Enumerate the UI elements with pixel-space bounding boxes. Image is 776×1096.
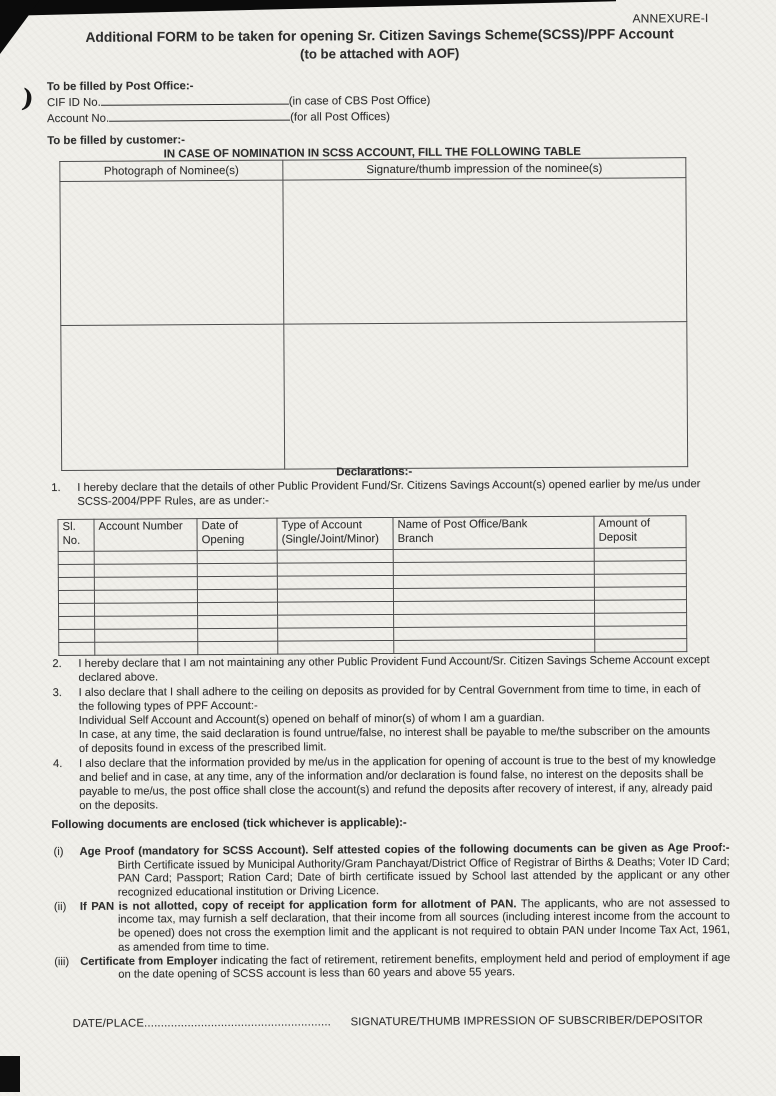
accounts-column-header: Sl. No. [58,519,94,551]
table-cell [278,614,394,628]
table-cell [594,548,686,562]
accounts-column-header: Amount of Deposit [594,516,686,549]
declaration-text [53,682,719,714]
account-no-note: (for all Post Offices) [290,110,390,124]
table-cell [61,324,285,470]
declaration-paragraph: I also declare that I shall adhere to the ceiling on deposits as provided for by Central Government from time to time, in each of the following types of PPF Account:- [78,683,701,713]
table-cell [284,322,688,469]
table-cell [58,603,94,616]
form-title: Additional FORM to be taken for opening Sr. Citizen Savings Scheme(SCSS)/PPF Account [85,26,674,45]
post-office-heading: To be filled by Post Office:- [46,80,194,94]
table-cell [394,613,595,627]
table-cell [278,627,394,641]
table-cell [197,602,277,615]
declaration-paragraph: I also declare that the information provided by me/us in the application for opening of account is true to the best of my knowledge and belief and in case, at any time, any of the information and/or declaration is found false, no interest on the deposits shall be payable to me/us, the post office shall close the account(s) and refund the deposits after recovery of interest, if any, already paid on the deposits. [78,754,716,812]
table-cell [95,629,198,643]
date-place-label: DATE/PLACE........................................................ [72,1016,332,1030]
table-cell [59,616,95,629]
customer-section-heading: To be filled by customer:- [47,134,185,148]
table-cell [95,616,198,630]
declaration-text: In case, at any time, the said declaration is found untrue/false, no interest shall be payable to me/the subscriber on the amounts of deposits found in excess of the prescribed limit. [78,725,711,755]
document-item-number: (iii) [54,955,70,968]
document-item-1 [51,842,729,901]
table-cell [393,548,594,562]
declaration-number: 2. [52,657,62,671]
table-cell [94,564,197,578]
table-cell [197,563,277,576]
declaration-text: 1. I hereby declare that the details of other Public Provident Fund/Sr. Citizens Savings Account(s) opened earlier by me/us under SCSS-2004/PPF Rules, are as under:- [51,478,701,508]
document-item-text: Birth Certificate issued by Municipal Authority/Gram Panchayat/District Office of Registrar of Births & Deaths; Voter ID Card; PAN Card; Passport; Ration Card; Date of birth certificate issued by School last attended by the applicant or any other recognized educational institution or Driving Licence. [117,855,730,899]
table-cell [197,576,277,589]
declaration-number: 3. [52,686,62,700]
declaration-text [53,753,719,813]
document-item-lead: Certificate from Employer [80,954,218,968]
nomination-column-header: Photograph of Nominee(s) [60,160,283,181]
declaration-text: Individual Self Account and Account(s) opened on behalf of minor(s) of whom I am a guardian. [78,712,545,727]
table-cell [198,641,278,654]
table-cell [594,600,686,614]
table-cell [394,626,595,640]
table-cell [58,551,94,564]
declaration-item-2 [52,653,718,685]
table-cell [594,561,686,575]
declarations-list [52,653,719,814]
table-cell [277,601,393,615]
table-cell [198,615,278,628]
accounts-column-header: Type of Account (Single/Joint/Minor) [277,517,393,550]
table-cell [594,574,686,588]
declaration-text [52,653,718,685]
accounts-column-header: Date of Opening [197,518,277,550]
declaration-item-1 [51,477,715,509]
document-item-lead: If PAN is not allotted, copy of receipt for application form for allotment of PAN. [79,898,517,913]
nomination-table-title: IN CASE OF NOMINATION IN SCSS ACCOUNT, FILL THE FOLLOWING TABLE [163,145,581,161]
table-cell [277,562,393,576]
document-item-number: (i) [53,845,64,859]
declaration-item-4 [53,753,719,813]
table-cell [58,577,94,590]
accounts-column-header: Account Number [94,519,197,552]
table-cell [595,639,687,653]
table-cell [393,600,594,614]
table-row [60,178,687,326]
documents-heading: Following documents are enclosed (tick whichever is applicable):- [51,816,407,832]
documents-list [51,842,730,984]
document-item-3 [52,952,730,983]
declaration-item-3 [53,682,719,756]
table-cell [278,640,394,654]
table-cell [58,564,94,577]
nomination-table [59,157,688,471]
document-item-lead: Age Proof (mandatory for SCSS Account). Self attested copies of the following documents can be given as Age Proof:- [79,841,730,858]
document-item-text: indicating the fact of retirement, retirement benefits, employment held and period of employment if age on the date opening of SCSS account is less than 60 years and above 55 years. [118,951,731,981]
table-cell [277,549,393,563]
document-item-number: (ii) [53,900,67,913]
post-office-section [47,78,431,127]
declaration-number: 4. [52,757,63,771]
nomination-column-header: Signature/thumb impression of the nominee(s) [283,158,686,180]
table-cell [283,178,687,324]
table-cell [60,180,284,325]
table-cell [595,613,687,627]
table-cell [197,589,277,602]
account-no-line [47,109,430,127]
pen-mark: ) [20,83,36,114]
table-cell [393,561,594,575]
table-cell [94,577,197,591]
table-cell [394,639,595,653]
annexure-label: ANNEXURE-I [632,11,709,26]
declaration-number: 1. [51,481,61,495]
table-cell [94,590,197,604]
footer [3,1014,776,1037]
account-no-label: Account No. [47,112,110,126]
scan-artifact-left-edge [0,1056,20,1092]
table-cell [393,587,594,601]
table-cell [198,628,278,641]
table-cell [59,642,95,655]
accounts-table-header-row [58,516,686,552]
form-subtitle: (to be attached with AOF) [299,45,460,62]
table-cell [595,626,687,640]
table-cell [277,588,393,602]
table-cell [594,587,686,601]
previous-accounts-table [57,515,687,656]
table-cell [277,575,393,589]
declarations-heading: Declarations:- [336,465,413,479]
cif-id-label: CIF ID No. [46,96,101,110]
cif-id-blank-line [101,94,289,106]
table-cell [95,642,198,656]
table-cell [393,574,594,588]
table-cell [59,629,95,642]
table-row [61,322,688,471]
signature-label: SIGNATURE/THUMB IMPRESSION OF SUBSCRIBER/DEPOSITOR [350,1014,703,1029]
document-item-2 [52,897,730,956]
declaration-paragraph: I hereby declare that I am not maintaining any other Public Provident Fund Account/Sr. Citizen Savings Scheme Account except declared above. [78,654,710,684]
accounts-column-header: Name of Post Office/Bank Branch [393,516,594,549]
table-cell [58,590,94,603]
cif-id-note: (in case of CBS Post Office) [288,94,431,108]
account-no-blank-line [109,110,290,122]
table-cell [94,603,197,617]
document-item-text: The applicants, who are not assessed to income tax, may furnish a self declaration, that their income from all sources (including interest income from the account to be opened) does not cross the exemption limit and the applicant is not required to obtain PAN under Income Tax Act, 1961, as amended from time to time. [117,896,731,954]
table-cell [197,550,277,563]
table-cell [94,551,197,565]
